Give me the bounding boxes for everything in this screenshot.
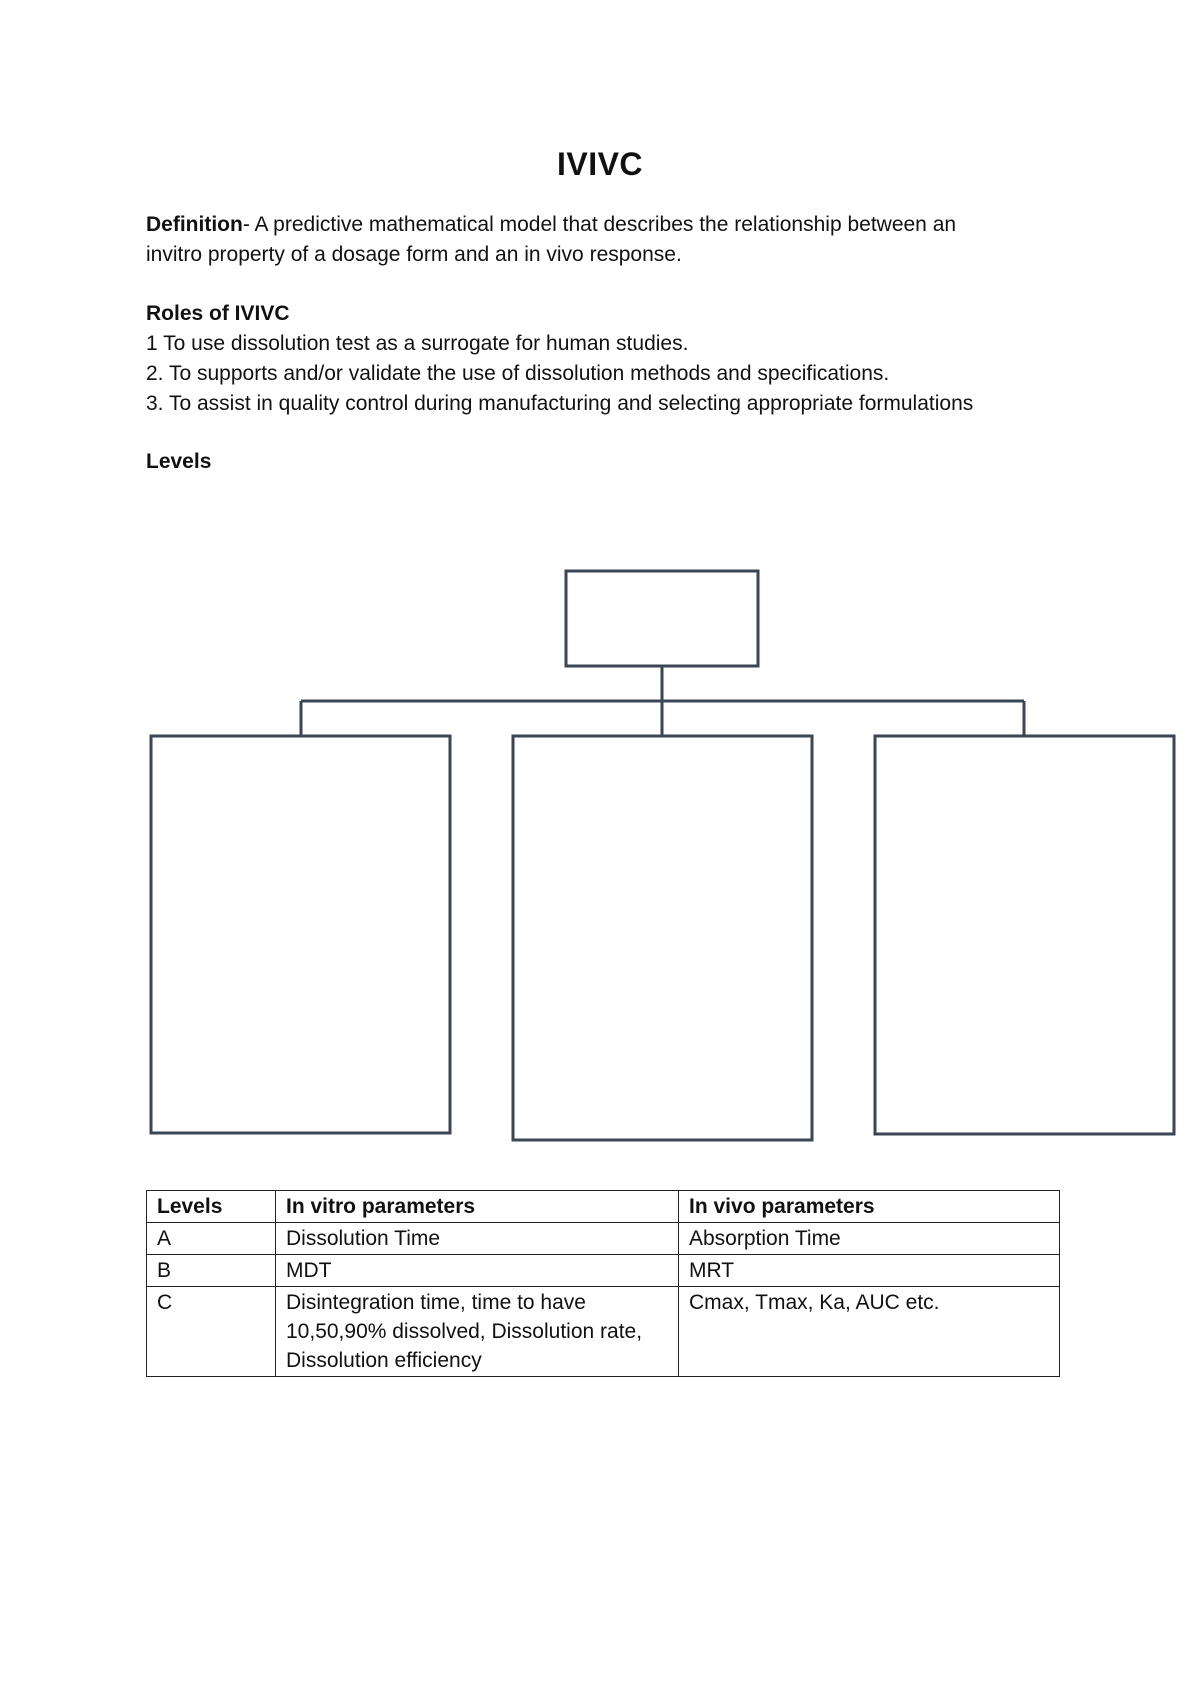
- role-number: 3.: [146, 392, 164, 415]
- table-row: [147, 1223, 1060, 1255]
- table-header-cell: Levels: [147, 1191, 276, 1223]
- table-header-cell: In vitro parameters: [276, 1191, 679, 1223]
- levels-heading: Levels: [146, 450, 212, 473]
- diagram-right-box: [875, 736, 1174, 1134]
- role-text: To use dissolution test as a surrogate for human studies.: [157, 332, 689, 355]
- role-number: 2.: [146, 362, 164, 385]
- diagram-top-box: [566, 571, 758, 666]
- table-cell: B: [147, 1255, 276, 1287]
- table-cell: Dissolution Time: [276, 1223, 679, 1255]
- table-cell: C: [147, 1287, 276, 1377]
- table-header-row: [147, 1191, 1060, 1223]
- role-number: 1: [146, 332, 158, 355]
- list-item: [146, 359, 1106, 389]
- table-cell: MDT: [276, 1255, 679, 1287]
- table-header-cell: In vivo parameters: [679, 1191, 1060, 1223]
- table-cell: Disintegration time, time to have 10,50,90% dissolved, Dissolution rate, Dissolution efficiency: [276, 1287, 679, 1377]
- levels-table: [146, 1190, 1060, 1377]
- list-item: [146, 329, 1106, 359]
- page-title: IVIVC: [556, 146, 644, 182]
- diagram-middle-box: [513, 736, 812, 1140]
- table-cell: MRT: [679, 1255, 1060, 1287]
- list-item: [146, 389, 1106, 419]
- table-cell: A: [147, 1223, 276, 1255]
- definition-label: Definition: [146, 213, 243, 236]
- role-text: To supports and/or validate the use of dissolution methods and specifications.: [163, 362, 890, 385]
- table-cell: Absorption Time: [679, 1223, 1060, 1255]
- role-text: To assist in quality control during manufacturing and selecting appropriate formulations: [163, 392, 974, 415]
- definition-text-line2: invitro property of a dosage form and an in vivo response.: [146, 243, 682, 266]
- roles-heading: Roles of IVIVC: [146, 302, 290, 325]
- diagram-left-box: [151, 736, 450, 1133]
- table-row: [147, 1255, 1060, 1287]
- table-cell: Cmax, Tmax, Ka, AUC etc.: [679, 1287, 1060, 1377]
- roles-list: [146, 329, 1106, 419]
- table-row: [147, 1287, 1060, 1377]
- definition-paragraph: [146, 210, 1106, 270]
- definition-text-line1: - A predictive mathematical model that describes the relationship between an: [242, 213, 957, 236]
